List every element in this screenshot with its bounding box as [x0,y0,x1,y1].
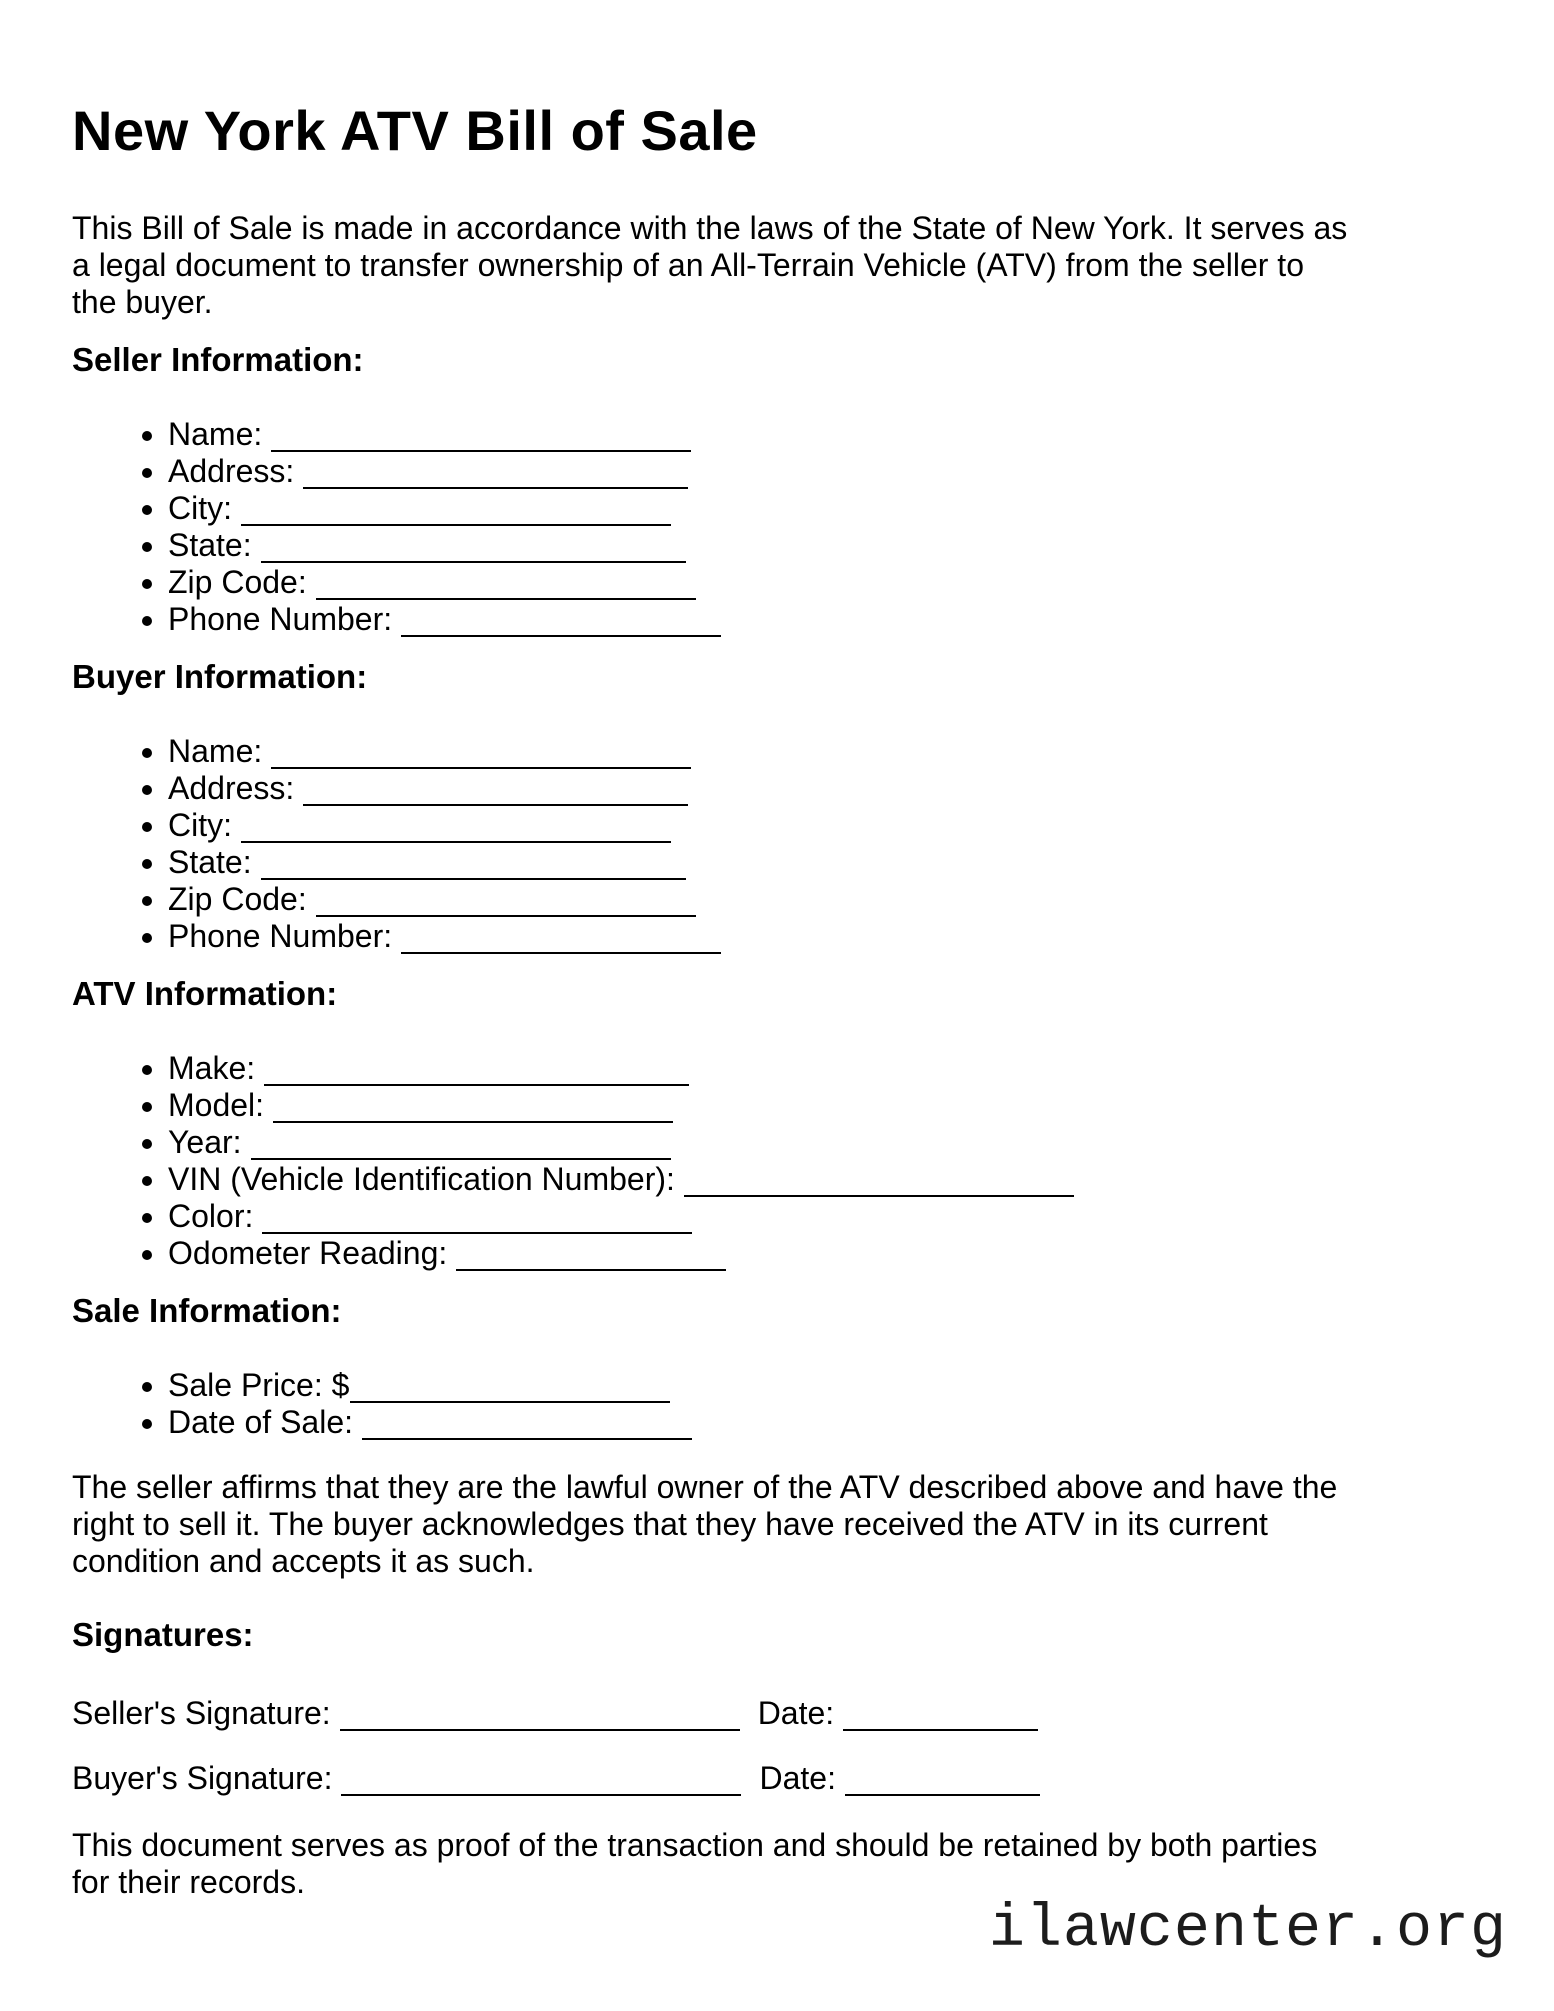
field-seller-name [168,416,1482,453]
blank-line [261,850,686,880]
blank-line [273,1093,673,1123]
closing-paragraph [72,1827,1482,1901]
blank-line [362,1410,692,1440]
field-label: State: [168,844,252,880]
field-atv-model [168,1087,1482,1124]
blank-line [350,1373,670,1403]
closing-line: for their records. [72,1864,305,1900]
field-sale-date [168,1404,1482,1441]
field-label: Year: [168,1124,242,1160]
field-label: Sale Price: $ [168,1367,350,1403]
section-heading-seller: Seller Information: [72,341,364,378]
closing-line: This document serves as proof of the transaction and should be retained by both parties [72,1827,1318,1863]
field-label: Phone Number: [168,918,393,954]
blank-line [271,739,691,769]
field-label: Phone Number: [168,601,393,637]
field-label: Zip Code: [168,564,307,600]
blank-line [241,496,671,526]
date-label: Date: [759,1760,836,1796]
signature-label: Seller's Signature: [72,1695,331,1731]
section-heading-sale: Sale Information: [72,1292,342,1329]
field-buyer-zip [168,881,1482,918]
field-buyer-name [168,733,1482,770]
blank-line [684,1167,1074,1197]
blank-line [271,422,691,452]
page-title: New York ATV Bill of Sale [72,99,758,162]
field-label: City: [168,807,232,843]
field-seller-zip [168,564,1482,601]
field-label: Color: [168,1198,254,1234]
blank-line [264,1056,689,1086]
field-label: Make: [168,1050,256,1086]
field-buyer-city [168,807,1482,844]
blank-line [316,887,696,917]
footer-logo: ilawcenter.org [988,1896,1507,1964]
signature-row-buyer [72,1760,1482,1797]
field-label: Name: [168,733,263,769]
date-blank-line [843,1701,1038,1731]
field-label: Address: [168,770,295,806]
field-label: Model: [168,1087,265,1123]
field-label: Address: [168,453,295,489]
intro-line: the buyer. [72,284,213,320]
blank-line [303,459,688,489]
intro-line: a legal document to transfer ownership of an All-Terrain Vehicle (ATV) from the seller to [72,247,1304,283]
blank-line [262,1204,692,1234]
signature-blank-line [340,1701,740,1731]
buyer-fields-list [72,733,1482,955]
blank-line [456,1241,726,1271]
field-atv-make [168,1050,1482,1087]
blank-line [251,1130,671,1160]
field-atv-odometer [168,1235,1482,1272]
field-label: Odometer Reading: [168,1235,448,1271]
field-seller-city [168,490,1482,527]
signature-row-seller [72,1695,1482,1732]
field-atv-color [168,1198,1482,1235]
blank-line [303,776,688,806]
field-seller-address [168,453,1482,490]
field-label: Name: [168,416,263,452]
affirmation-line: condition and accepts it as such. [72,1543,535,1579]
intro-line: This Bill of Sale is made in accordance with the laws of the State of New York. It serves as [72,210,1348,246]
field-label: Date of Sale: [168,1404,353,1440]
blank-line [241,813,671,843]
field-buyer-state [168,844,1482,881]
signature-label: Buyer's Signature: [72,1760,333,1796]
sale-fields-list [72,1367,1482,1441]
blank-line [261,533,686,563]
field-label: City: [168,490,232,526]
blank-line [401,607,721,637]
field-label: State: [168,527,252,563]
field-atv-vin [168,1161,1482,1198]
section-heading-signatures: Signatures: [72,1616,254,1653]
section-heading-atv: ATV Information: [72,975,338,1012]
field-seller-phone [168,601,1482,638]
blank-line [316,570,696,600]
field-label: VIN (Vehicle Identification Number): [168,1161,675,1197]
affirmation-line: The seller affirms that they are the lawful owner of the ATV described above and have the [72,1469,1338,1505]
atv-fields-list [72,1050,1482,1272]
field-atv-year [168,1124,1482,1161]
date-blank-line [845,1766,1040,1796]
section-heading-buyer: Buyer Information: [72,658,368,695]
field-buyer-address [168,770,1482,807]
field-seller-state [168,527,1482,564]
affirmation-paragraph [72,1469,1482,1580]
field-buyer-phone [168,918,1482,955]
blank-line [401,924,721,954]
intro-paragraph [72,210,1482,321]
date-label: Date: [757,1695,835,1731]
seller-fields-list [72,416,1482,638]
signature-blank-line [341,1766,741,1796]
affirmation-line: right to sell it. The buyer acknowledges that they have received the ATV in its current [72,1506,1268,1542]
field-label: Zip Code: [168,881,307,917]
field-sale-price [168,1367,1482,1404]
